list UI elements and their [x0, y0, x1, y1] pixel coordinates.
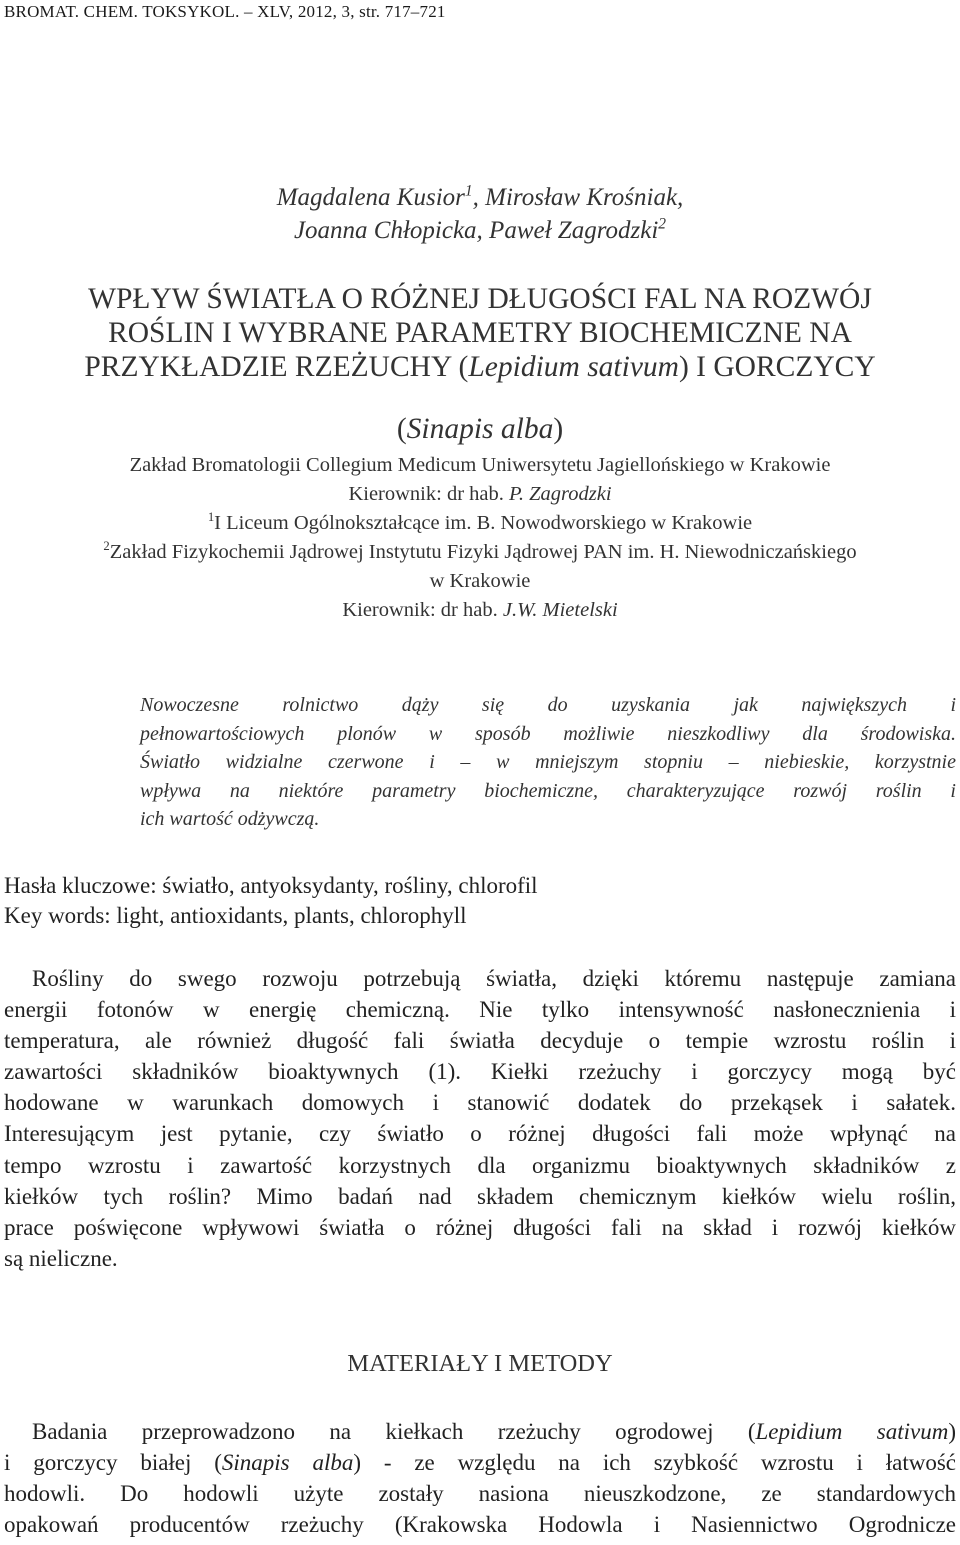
body-line: hodowli. Do hodowli użyte zostały nasiona nieuszkodzone, ze standardowych [4, 1481, 956, 1507]
body-text: ) [948, 1419, 956, 1444]
methods-paragraph [4, 1416, 956, 1540]
body-text: Badania przeprowadzono na kiełkach rzeżuchy ogrodowej ( [32, 1419, 756, 1444]
school-name: I Liceum Ogólnokształcące im. B. Nowodworskiego w Krakowie [214, 512, 753, 534]
species-name: Sinapis alba [221, 1450, 354, 1476]
abstract-line: ich wartość odżywczą. [140, 808, 320, 831]
body-line: tempo wzrostu i zawartość korzystnych dla organizmu bioaktywnych składników z [4, 1152, 956, 1178]
running-head: BROMAT. CHEM. TOKSYKOL. – XLV, 2012, 3, str. 717–721 [4, 2, 446, 21]
abstract-line: wpływa na niektóre parametry biochemiczne, charakteryzujące rozwój roślin i [140, 779, 956, 802]
affiliation-city: w Krakowie [429, 570, 531, 592]
body-line: hodowane w warunkach domowych i stanowić dodatek do przekąsek i sałatek. [4, 1090, 956, 1116]
article-title-line: WPŁYW ŚWIATŁA O RÓŻNEJ DŁUGOŚCI FAL NA ROZWÓJ [88, 283, 872, 315]
body-line: temperatura, ale również długość fali światła decyduje o tempie wzrostu roślin i [4, 1028, 956, 1054]
title-text: PRZYKŁADZIE RZEŻUCHY ( [84, 351, 469, 383]
body-line: opakowań producentów rzeżuchy (Krakowska Hodowla i Nasiennictwo Ogrodnicze [4, 1512, 956, 1538]
affiliation-school [0, 509, 960, 537]
abstract-line: Nowoczesne rolnictwo dąży się do uzyskania jak największych i [140, 694, 956, 716]
keywords-english: Key words: light, antioxidants, plants, chlorophyll [4, 903, 467, 928]
affiliation-marker: 1 [464, 182, 473, 200]
body-line [4, 1447, 956, 1478]
body-line [4, 1416, 956, 1447]
affiliation-marker: 1 [207, 510, 215, 525]
affiliation-head [0, 596, 960, 624]
head-name: P. Zagrodzki [509, 483, 612, 505]
species-name: Sinapis alba [406, 413, 554, 445]
intro-paragraph [4, 963, 956, 1274]
body-line: kiełków tych roślin? Mimo badań nad składem chemicznym kiełków wielu roślin, [4, 1183, 956, 1209]
body-line: Interesującym jest pytanie, czy światło o różnej długości fali może wpłynąć na [4, 1121, 956, 1147]
author-name: Joanna Chłopicka, Paweł Zagrodzki [293, 217, 659, 244]
authors-line-2 [0, 214, 960, 247]
keywords-polish: Hasła kluczowe: światło, antyoksydanty, rośliny, chlorofil [4, 873, 538, 898]
affiliation-marker: 2 [658, 215, 667, 233]
affiliation-marker: 2 [103, 539, 110, 554]
title-text: ( [396, 413, 407, 445]
affiliation-dept: Zakład Bromatologii Collegium Medicum Uniwersytetu Jagiellońskiego w Krakowie [129, 454, 831, 476]
affiliation-head [0, 480, 960, 508]
body-text: ) - ze względu na ich szybkość wzrostu i łatwość [353, 1450, 957, 1476]
species-name: Lepidium sativum [755, 1419, 949, 1444]
body-line: energii fotonów w energię chemiczną. Nie tylko intensywność nasłonecznienia i [4, 997, 956, 1023]
abstract [140, 691, 956, 834]
head-label: Kierownik: dr hab. [348, 483, 509, 505]
authors-line-1 [0, 181, 960, 214]
article-title-line: ROŚLIN I WYBRANE PARAMETRY BIOCHEMICZNE NA [108, 317, 852, 349]
affiliation-institute [0, 538, 960, 566]
abstract-line: Światło widzialne czerwone i – w mniejszym stopniu – niebieskie, korzystnie [140, 751, 956, 774]
species-name: Lepidium sativum [468, 351, 679, 383]
author-name: , Mirosław Krośniak, [472, 184, 684, 211]
article-title-line [0, 349, 960, 385]
body-line: są nieliczne. [4, 1245, 118, 1271]
section-heading: MATERIAŁY I METODY [347, 1350, 613, 1377]
title-text: ) [553, 413, 564, 445]
author-name: Magdalena Kusior [276, 184, 465, 211]
article-title-line [0, 411, 960, 447]
head-label: Kierownik: dr hab. [342, 599, 503, 621]
body-text: i gorczycy białej ( [4, 1450, 222, 1476]
body-line: prace poświęcone wpływowi światła o różnej długości fali na skład i rozwój kiełków [4, 1214, 956, 1240]
abstract-line: pełnowartościowych plonów w sposób możliwie nieszkodliwy dla środowiska. [140, 722, 956, 745]
title-text: ) I GORCZYCY [678, 351, 876, 383]
body-line: zawartości składników bioaktywnych (1). Kiełki rzeżuchy i gorczycy mogą być [4, 1059, 956, 1085]
institute-name: Zakład Fizykochemii Jądrowej Instytutu Fizyki Jądrowej PAN im. H. Niewodniczańskiego [109, 541, 857, 563]
body-line: Rośliny do swego rozwoju potrzebują światła, dzięki któremu następuje zamiana [32, 966, 956, 991]
head-name: J.W. Mietelski [502, 599, 618, 621]
